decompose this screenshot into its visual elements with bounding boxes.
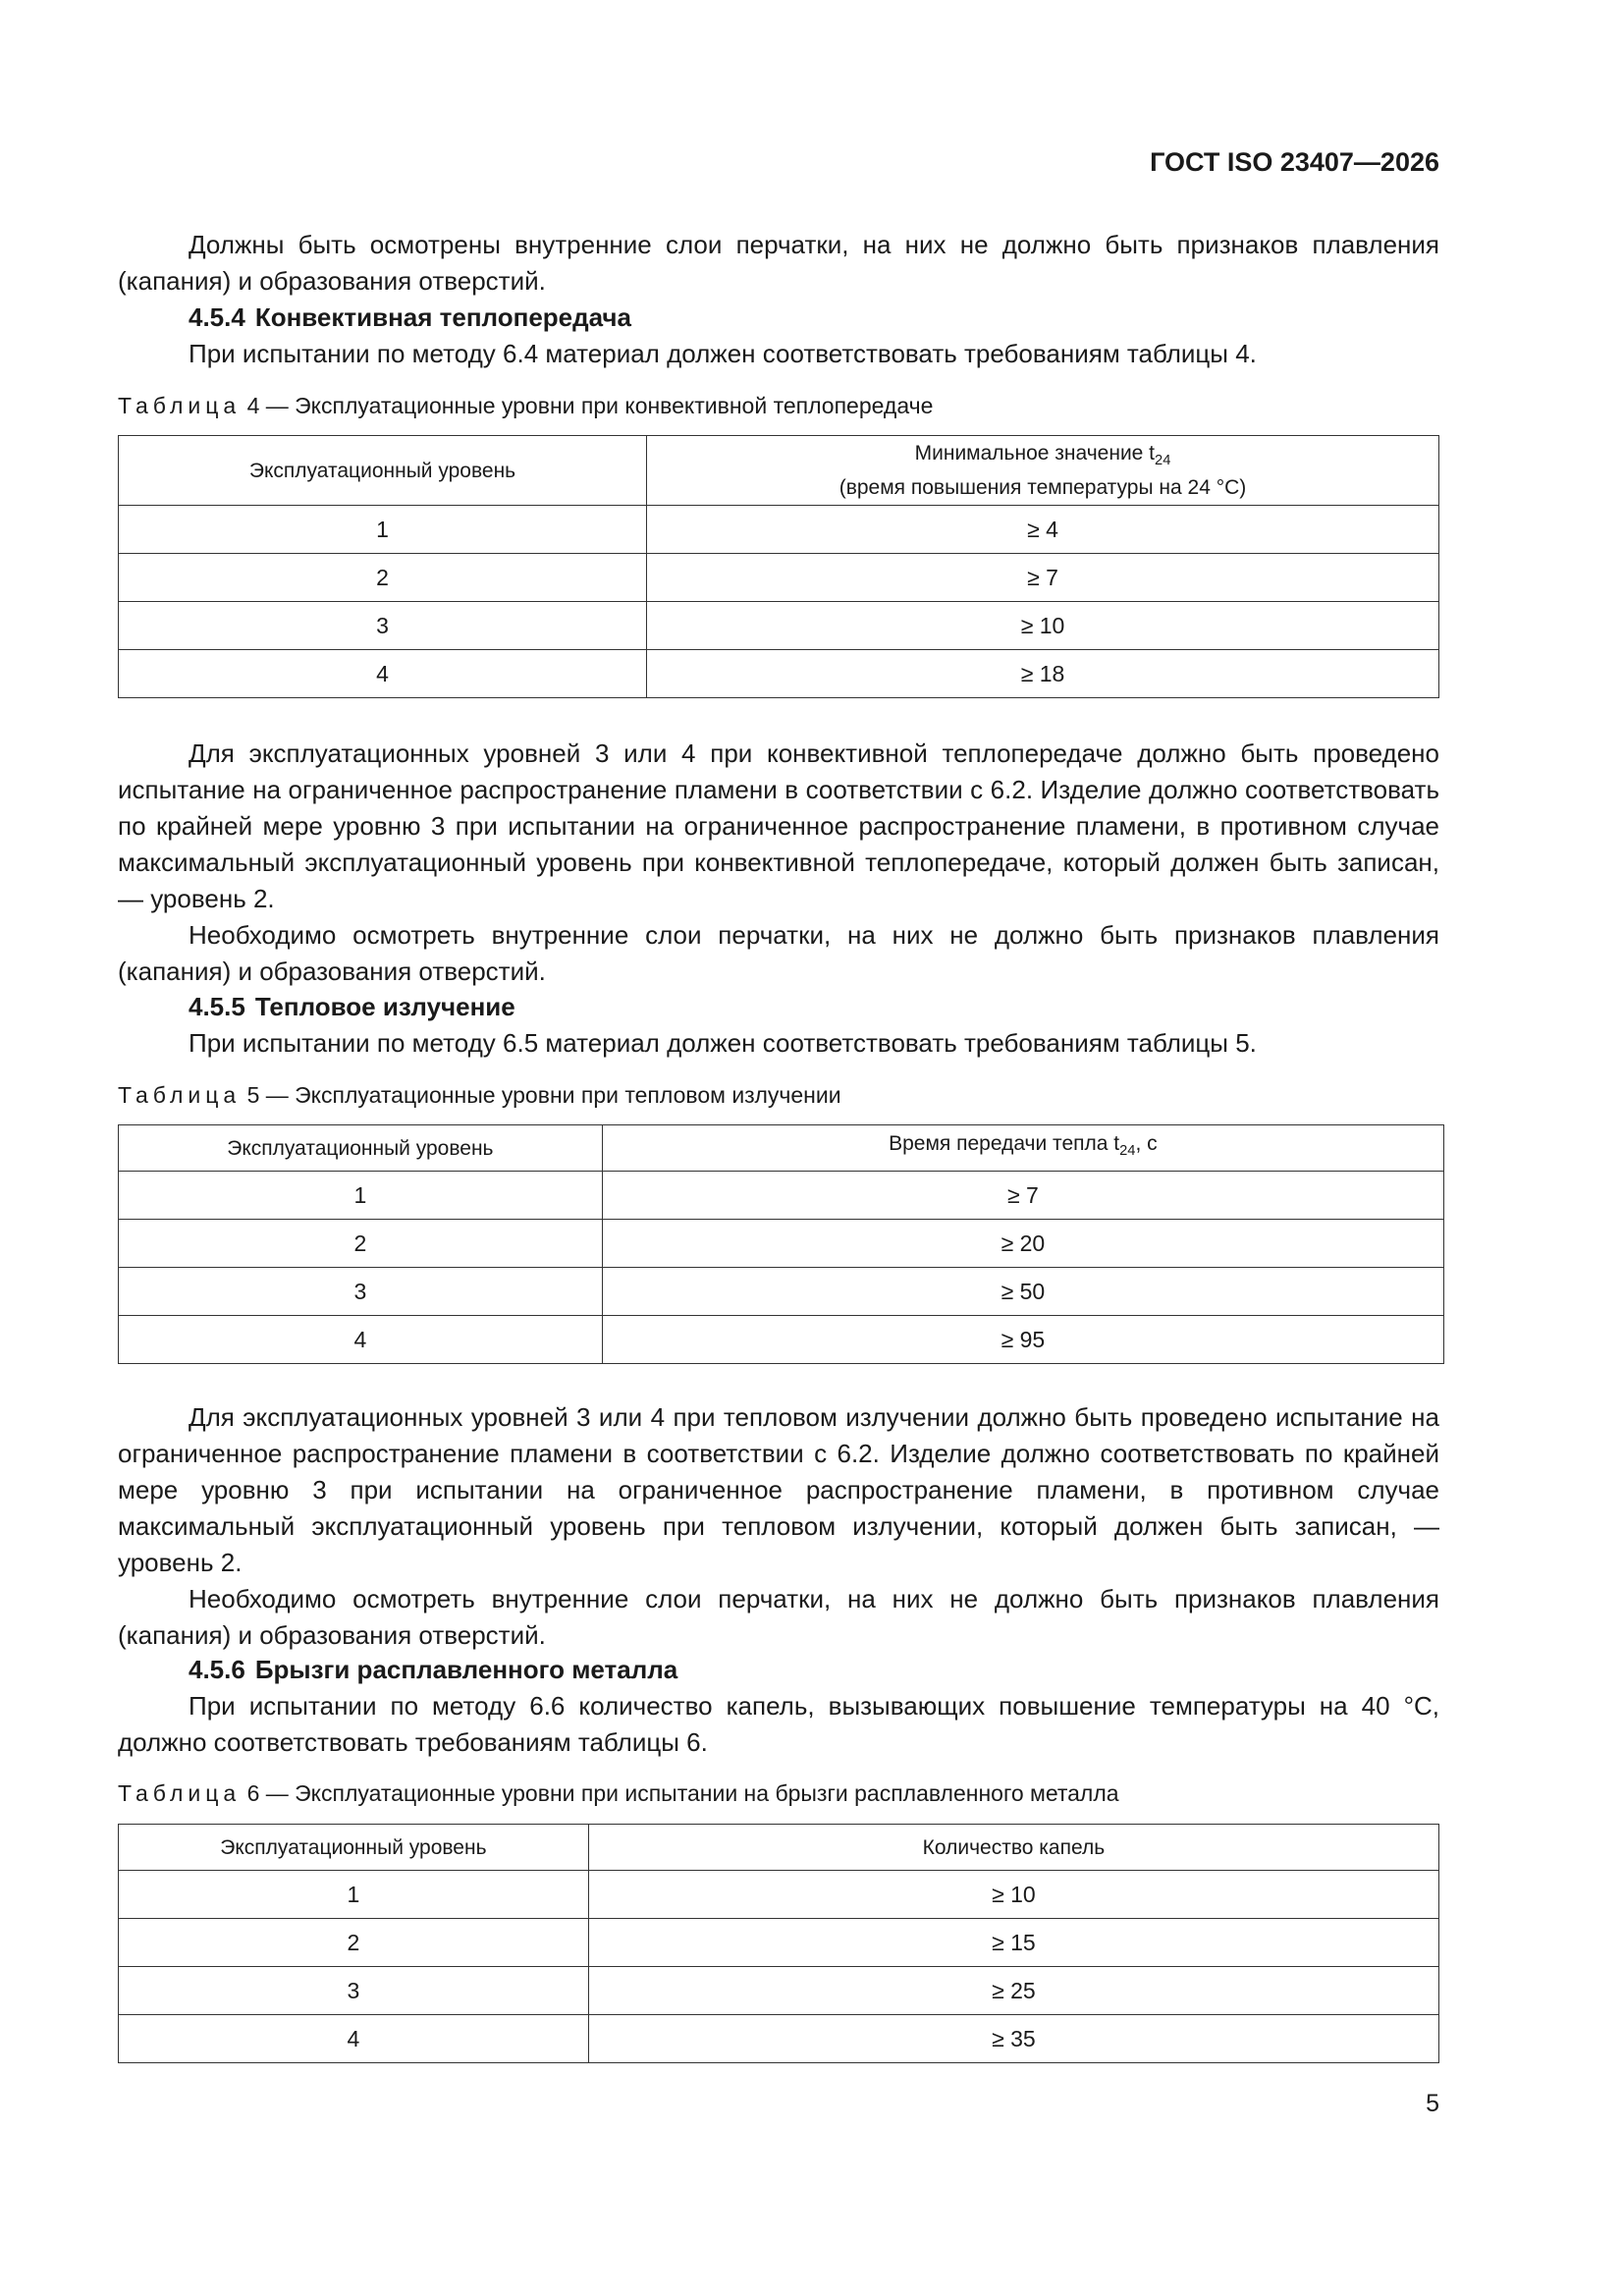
table-5-caption xyxy=(118,1080,1439,1110)
section-heading xyxy=(118,300,1439,336)
caption-text: 5 — Эксплуатационные уровни при тепловом излучении xyxy=(246,1082,841,1108)
section-paragraph: Необходимо осмотреть внутренние слои перчатки, на них не должно быть признаков плавления (капания) и образования отверстий. xyxy=(118,920,1439,986)
header-subscript: 24 xyxy=(1155,453,1171,469)
cell-value: ≥ 4 xyxy=(647,506,1439,554)
cell-value: ≥ 10 xyxy=(647,602,1439,650)
table-6 xyxy=(118,1824,1439,2063)
table-row xyxy=(119,1919,1439,1967)
table-header-value xyxy=(647,436,1439,506)
section-4-5-5 xyxy=(118,989,1439,1062)
section-number: 4.5.5 xyxy=(189,992,245,1021)
cell-level: 4 xyxy=(119,650,647,698)
section-paragraph: При испытании по методу 6.5 материал должен соответствовать требованиям таблицы 5. xyxy=(189,1028,1257,1058)
cell-value: ≥ 7 xyxy=(602,1172,1443,1220)
page-number: 5 xyxy=(1426,2090,1439,2117)
table-header-level: Эксплуатационный уровень xyxy=(119,1125,603,1172)
header-text-a: Время передачи тепла t xyxy=(889,1132,1120,1156)
caption-label: Таблица xyxy=(118,1082,242,1108)
cell-value: ≥ 10 xyxy=(588,1871,1438,1919)
table-4 xyxy=(118,435,1439,698)
section-title: Тепловое излучение xyxy=(254,992,515,1021)
cell-level: 1 xyxy=(119,506,647,554)
caption-text: 6 — Эксплуатационные уровни при испытании на брызги расплавленного металла xyxy=(246,1780,1119,1806)
section-heading xyxy=(118,1652,1439,1688)
section-paragraph: При испытании по методу 6.6 количество капель, вызывающих повышение температуры на 40 °C, должно соответствовать требованиям таблицы 6. xyxy=(118,1691,1439,1757)
cell-level: 2 xyxy=(119,554,647,602)
cell-level: 2 xyxy=(119,1220,603,1268)
section-4-5-4 xyxy=(118,300,1439,372)
cell-value: ≥ 50 xyxy=(602,1268,1443,1316)
cell-value: ≥ 15 xyxy=(588,1919,1438,1967)
cell-level: 3 xyxy=(119,1268,603,1316)
section-4-5-4-text xyxy=(118,736,1439,990)
cell-value: ≥ 18 xyxy=(647,650,1439,698)
cell-value: ≥ 7 xyxy=(647,554,1439,602)
table-row xyxy=(119,1268,1444,1316)
caption-label: Таблица xyxy=(118,1780,242,1806)
cell-value: ≥ 20 xyxy=(602,1220,1443,1268)
section-4-5-6 xyxy=(118,1652,1439,1761)
table-6-caption xyxy=(118,1778,1439,1808)
table-header-value xyxy=(602,1125,1443,1172)
cell-level: 3 xyxy=(119,602,647,650)
cell-level: 4 xyxy=(119,1316,603,1364)
caption-label: Таблица xyxy=(118,393,242,418)
cell-level: 1 xyxy=(119,1172,603,1220)
section-number: 4.5.6 xyxy=(189,1655,245,1684)
table-row xyxy=(119,1967,1439,2015)
table-header-level: Эксплуатационный уровень xyxy=(119,436,647,506)
cell-level: 1 xyxy=(119,1871,589,1919)
intro-block xyxy=(118,227,1439,300)
table-row xyxy=(119,2015,1439,2063)
caption-text: 4 — Эксплуатационные уровни при конвективной теплопередаче xyxy=(246,393,934,418)
cell-level: 4 xyxy=(119,2015,589,2063)
section-paragraph: Для эксплуатационных уровней 3 или 4 при конвективной теплопередаче должно быть проведено испытание на ограниченное распространение пламени в соответствии с 6.2. Изделие должно соответствовать по крайней мере уровню 3 при испытании на ограниченное распространение пламени, в противном случае максимальный эксплуатационный уровень при конвективной теплопередаче, который должен быть записан, — уровень 2. xyxy=(118,738,1439,913)
table-4-caption xyxy=(118,391,1439,420)
section-paragraph: Необходимо осмотреть внутренние слои перчатки, на них не должно быть признаков плавления (капания) и образования отверстий. xyxy=(118,1584,1439,1650)
section-paragraph: Для эксплуатационных уровней 3 или 4 при тепловом излучении должно быть проведено испытание на ограниченное распространение пламени в соответствии с 6.2. Изделие должно соответствовать по крайней мере уровню 3 при испытании на ограниченное распространение пламени, в противном случае максимальный эксплуатационный уровень при тепловом излучении, который должен быть записан, — уровень 2. xyxy=(118,1402,1439,1577)
section-title: Конвективная теплопередача xyxy=(254,302,631,332)
cell-level: 2 xyxy=(119,1919,589,1967)
section-title: Брызги расплавленного металла xyxy=(254,1655,678,1684)
cell-value: ≥ 35 xyxy=(588,2015,1438,2063)
header-text-a: Минимальное значение t xyxy=(914,441,1156,465)
table-row xyxy=(119,602,1439,650)
table-row xyxy=(119,506,1439,554)
table-header-level: Эксплуатационный уровень xyxy=(119,1825,589,1871)
table-row xyxy=(119,1172,1444,1220)
document-id: ГОСТ ISO 23407—2026 xyxy=(1150,147,1439,177)
cell-value: ≥ 95 xyxy=(602,1316,1443,1364)
table-row xyxy=(119,1871,1439,1919)
table-row xyxy=(119,554,1439,602)
intro-paragraph: Должны быть осмотрены внутренние слои перчатки, на них не должно быть признаков плавления (капания) и образования отверстий. xyxy=(118,230,1439,296)
section-paragraph: При испытании по методу 6.4 материал должен соответствовать требованиям таблицы 4. xyxy=(189,339,1257,368)
table-header-value: Количество капель xyxy=(588,1825,1438,1871)
header-text-b: , с xyxy=(1135,1132,1158,1156)
cell-value: ≥ 25 xyxy=(588,1967,1438,2015)
header-text-b: (время повышения температуры на 24 °C) xyxy=(839,476,1247,500)
cell-level: 3 xyxy=(119,1967,589,2015)
section-heading xyxy=(118,989,1439,1025)
section-number: 4.5.4 xyxy=(189,302,245,332)
table-5 xyxy=(118,1124,1444,1364)
table-row xyxy=(119,1220,1444,1268)
header-subscript: 24 xyxy=(1119,1143,1136,1160)
table-row xyxy=(119,650,1439,698)
table-row xyxy=(119,1316,1444,1364)
section-4-5-5-text xyxy=(118,1399,1439,1654)
